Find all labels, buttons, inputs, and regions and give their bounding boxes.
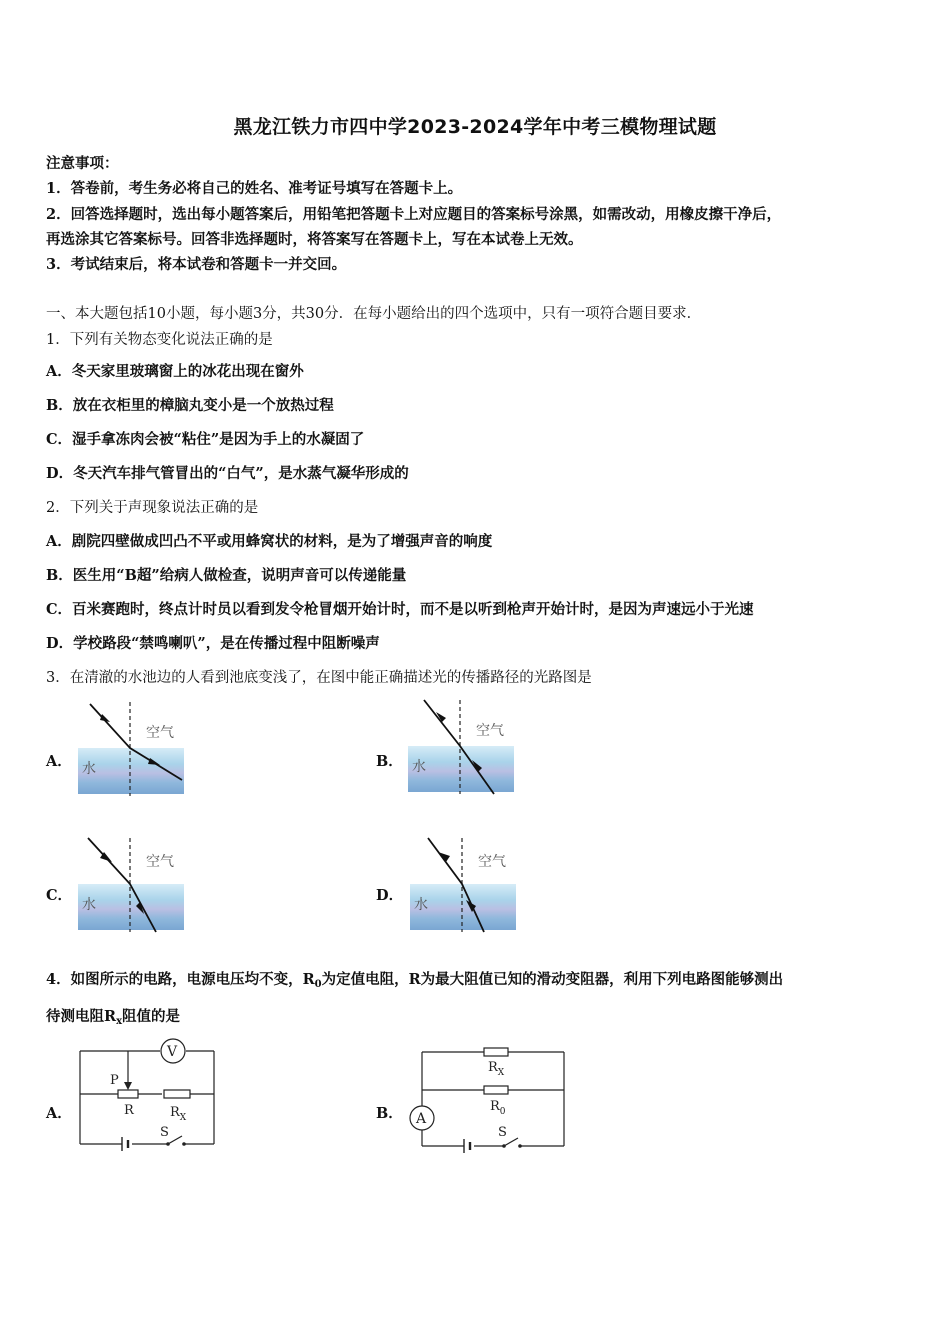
q1-option-a: A．冬天家里玻璃窗上的冰花出现在窗外 [46,363,304,380]
q2-option-a: A．剧院四壁做成凹凸不平或用蜂窝状的材料，是为了增强声音的响度 [46,533,493,550]
switch-label: S [160,1125,169,1140]
air-label: 空气 [478,854,506,870]
voltmeter-label: V [167,1044,178,1060]
notice-item: 3．考试结束后，将本试卷和答题卡一并交回。 [46,256,347,273]
rheostat-label: R [124,1103,134,1118]
switch-label: S [498,1125,507,1140]
q3-label-b: B． [376,753,403,770]
water-label: 水 [412,759,426,775]
water-label: 水 [82,897,96,913]
switch-icon [168,1136,182,1144]
rx-label: $R_X$ [488,1060,505,1078]
rx-label: $R_X$ [170,1105,187,1123]
question-4-stem-line1: 4．如图所示的电路，电源电压均不变，$R_0$为定值电阻，R为最大阻值已知的滑动变阻器，利用下列电路图能够测出 [46,971,784,990]
question-2-stem: 2．下列关于声现象说法正确的是 [46,500,259,516]
q2-option-c: C．百米赛跑时，终点计时员以看到发令枪冒烟开始计时，而不是以听到枪声开始计时，是因为声速远小于光速 [46,601,754,618]
slider-label: P [110,1073,119,1088]
resistor-rx [164,1090,190,1098]
q1-option-d: D．冬天汽车排气管冒出的“白气”，是水蒸气凝华形成的 [46,465,409,482]
air-label: 空气 [146,854,174,870]
ammeter-label: A [416,1111,427,1127]
q4-circuit-a [72,1036,222,1160]
air-label: 空气 [146,725,174,741]
slider-arrow-icon [124,1082,132,1090]
rheostat [118,1090,138,1098]
notice-item: 2．回答选择题时，选出每小题答案后，用铅笔把答题卡上对应题目的答案标号涂黑，如需改动，用橡皮擦干净后， [46,206,782,223]
q4-circuit-b [406,1040,576,1160]
air-label: 空气 [476,723,504,739]
q3-label-a: A． [46,753,72,770]
q2-option-b: B．医生用“B超”给病人做检查，说明声音可以传递能量 [46,567,407,584]
water-label: 水 [82,761,96,777]
q2-option-d: D．学校路段“禁鸣喇叭”，是在传播过程中阻断噪声 [46,635,380,652]
arrow-icon [100,714,110,722]
q1-option-c: C．湿手拿冻肉会被“粘住”是因为手上的水凝固了 [46,431,365,448]
question-4-stem-line2: 待测电阻$R_x$阻值的是 [46,1008,181,1027]
q3-figure-d [408,836,520,936]
q3-figure-c [76,836,188,936]
q3-label-d: D． [376,887,404,904]
q3-figure-b [406,698,518,798]
notice-item: 再选涂其它答案标号。回答非选择题时，将答案写在答题卡上，写在本试卷上无效。 [46,231,583,248]
notice-heading: 注意事项： [46,155,119,172]
q1-option-b: B．放在衣柜里的樟脑丸变小是一个放热过程 [46,397,334,414]
section-heading: 一、本大题包括10小题，每小题3分，共30分．在每小题给出的四个选项中，只有一项符合题目要求． [46,306,702,322]
water-label: 水 [414,897,428,913]
q4-label-b: B． [376,1105,403,1122]
notice-item: 1．答卷前，考生务必将自己的姓名、准考证号填写在答题卡上。 [46,180,463,197]
q4-label-a: A． [46,1105,72,1122]
page-title: 黑龙江铁力市四中学2023-2024学年中考三模物理试题 [233,116,717,138]
resistor-rx [484,1048,508,1056]
q3-label-c: C． [46,887,73,904]
q3-figure-a [76,700,188,800]
question-3-stem: 3．在清澈的水池边的人看到池底变浅了，在图中能正确描述光的传播路径的光路图是 [46,670,592,686]
r0-label: $R_0$ [490,1099,506,1117]
resistor-r0 [484,1086,508,1094]
question-1-stem: 1．下列有关物态变化说法正确的是 [46,332,273,348]
